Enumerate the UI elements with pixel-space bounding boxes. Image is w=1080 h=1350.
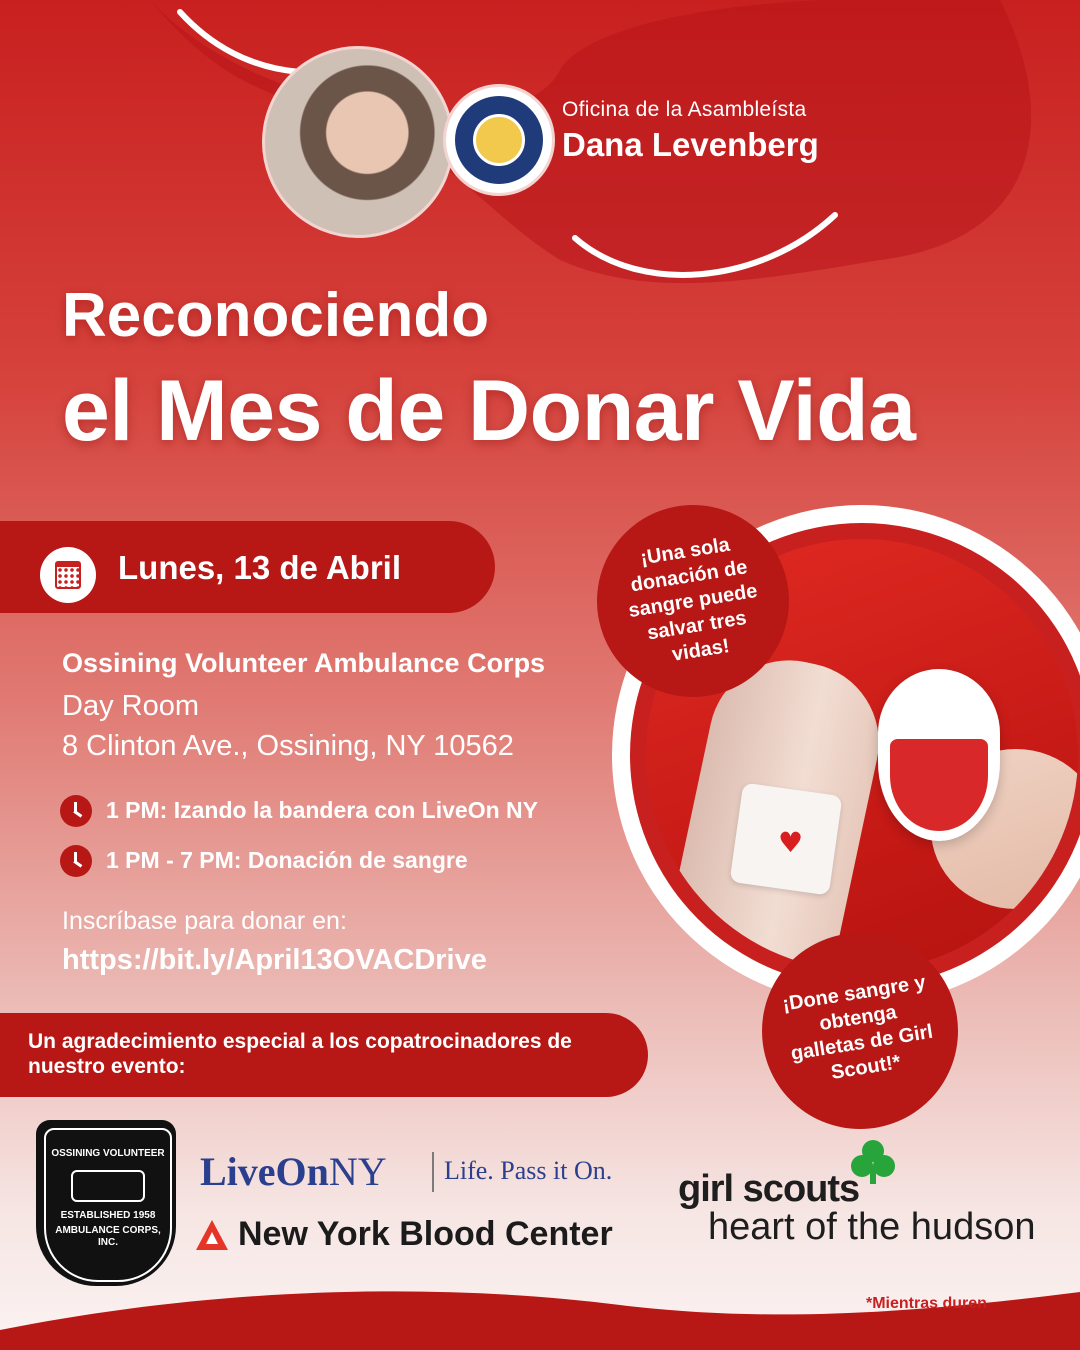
cookie-bubble	[762, 933, 958, 1129]
ovac-bottom-text: AMBULANCE CORPS, INC.	[55, 1225, 161, 1248]
footnote: *Mientras duren	[866, 1295, 987, 1312]
nybc-triangle-icon	[196, 1220, 228, 1250]
office-name: Dana Levenberg	[562, 126, 819, 163]
ovac-badge	[44, 1128, 172, 1282]
title-line-1: Reconociendo	[62, 281, 490, 350]
title-line-2: el Mes de Donar Vida	[62, 363, 916, 459]
venue-room: Day Room	[62, 690, 199, 722]
liveon-ny: NY	[328, 1149, 387, 1194]
ovac-established: ESTABLISHED 1958	[60, 1210, 156, 1221]
ovac-logo	[36, 1120, 176, 1286]
clock-icon	[60, 795, 92, 827]
clock-icon	[60, 845, 92, 877]
event-date: Lunes, 13 de Abril	[118, 549, 402, 586]
girl-scouts-council: heart of the hudson	[708, 1206, 1036, 1248]
signup-label: Inscríbase para donar en:	[62, 907, 347, 935]
schedule-item: 1 PM - 7 PM: Donación de sangre	[106, 847, 468, 873]
liveon-logo	[200, 1148, 387, 1195]
ny-assembly-seal	[443, 84, 555, 196]
seal-center	[473, 114, 525, 166]
fact-bubble-text: ¡Una sola donación de sangre puede salvar tres vidas!	[626, 533, 759, 666]
heart-icon: ♥	[778, 826, 804, 859]
fact-bubble	[597, 505, 789, 697]
liveon-tagline: Life. Pass it On.	[444, 1156, 613, 1185]
thanks-text: Un agradecimiento especial a los copatrocinadores de nuestro evento:	[28, 1030, 572, 1078]
schedule-item: 1 PM: Izando la bandera con LiveOn NY	[106, 797, 538, 823]
venue-name: Ossining Volunteer Ambulance Corps	[62, 648, 546, 678]
ambulance-icon	[71, 1170, 145, 1202]
logo-divider	[432, 1152, 434, 1192]
assemblymember-portrait	[262, 46, 454, 238]
venue-address: 8 Clinton Ave., Ossining, NY 10562	[62, 730, 514, 762]
cookie-bubble-text: ¡Done sangre y obtenga galletas de Girl Scout!*	[780, 971, 935, 1084]
seal-emblem	[455, 96, 543, 184]
nybc-logo-text: New York Blood Center	[238, 1215, 613, 1253]
liveon-text: LiveOn	[200, 1149, 329, 1194]
calendar-icon	[40, 547, 96, 603]
office-line: Oficina de la Asambleísta	[562, 98, 807, 121]
ovac-top-text: OSSINING VOLUNTEER	[51, 1148, 165, 1159]
signup-link[interactable]: https://bit.ly/April13OVACDrive	[62, 944, 487, 976]
girl-scouts-name: girl scouts	[678, 1168, 860, 1210]
